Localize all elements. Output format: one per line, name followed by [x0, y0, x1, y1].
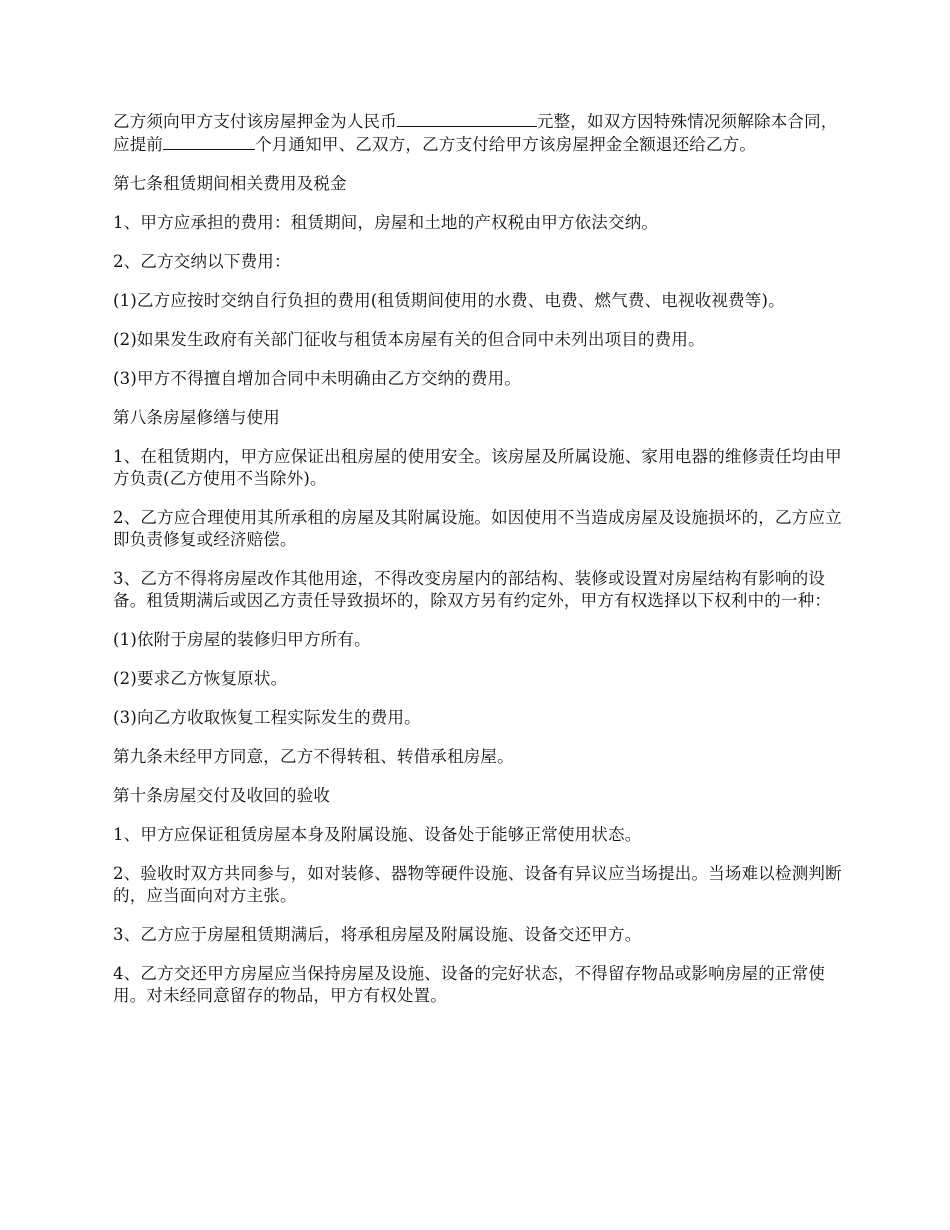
article-7-sub-1: (1)乙方应按时交纳自行负担的费用(租赁期间使用的水费、电费、燃气费、电视收视费等)。: [113, 291, 785, 310]
article-10-title: 第十条房屋交付及收回的验收: [113, 786, 331, 805]
article-8-item-3: 3、乙方不得将房屋改作其他用途，不得改变房屋内的部结构、装修或设置对房屋结构有影响的设备。租赁期满后或因乙方责任导致损坏的，除双方另有约定外，甲方有权选择以下权利中的一种：: [113, 569, 832, 610]
article-8-item-1: 1、在租赁期内，甲方应保证出租房屋的使用安全。该房屋及所属设施、家用电器的维修责任均由甲方负责(乙方使用不当除外)。: [113, 447, 842, 488]
deposit-text-c: 个月通知甲、乙双方，乙方支付给甲方该房屋押金全额退还给乙方。: [255, 135, 757, 154]
article-7-title: 第七条租赁期间相关费用及税金: [113, 174, 347, 193]
months-blank-line: [163, 133, 255, 150]
article-8-sub-1: (1)依附于房屋的装修归甲方所有。: [113, 630, 371, 649]
article-7-sub-3: (3)甲方不得擅自增加合同中未明确由乙方交纳的费用。: [113, 369, 522, 388]
deposit-text-a: 乙方须向甲方支付该房屋押金为人民币: [113, 112, 397, 131]
article-8-title: 第八条房屋修缮与使用: [113, 408, 280, 427]
document-body: [113, 110, 853, 1024]
deposit-text-b: 元整，如双方因特殊情况须解除本合同，应提前: [113, 112, 838, 154]
article-7-item-2: 2、乙方交纳以下费用：: [113, 252, 291, 271]
article-9: 第九条未经甲方同意，乙方不得转租、转借承租房屋。: [113, 747, 514, 766]
article-10-item-3: 3、乙方应于房屋租赁期满后，将承租房屋及附属设施、设备交还甲方。: [113, 925, 642, 944]
amount-blank-line: [397, 110, 537, 127]
article-7-sub-2: (2)如果发生政府有关部门征收与租赁本房屋有关的但合同中未列出项目的费用。: [113, 330, 705, 349]
article-10-item-1: 1、甲方应保证租赁房屋本身及附属设施、设备处于能够正常使用状态。: [113, 825, 642, 844]
article-10-item-4: 4、乙方交还甲方房屋应当保持房屋及设施、设备的完好状态，不得留存物品或影响房屋的正常使用。对未经同意留存的物品，甲方有权处置。: [113, 964, 826, 1005]
article-8-sub-3: (3)向乙方收取恢复工程实际发生的费用。: [113, 708, 421, 727]
deposit-paragraph: [113, 110, 853, 156]
article-8-item-2: 2、乙方应合理使用其所承租的房屋及其附属设施。如因使用不当造成房屋及设施损坏的，乙方应立即负责修复或经济赔偿。: [113, 508, 842, 549]
article-10-item-2: 2、验收时双方共同参与，如对装修、器物等硬件设施、设备有异议应当场提出。当场难以检测判断的，应当面向对方主张。: [113, 864, 842, 905]
article-8-sub-2: (2)要求乙方恢复原状。: [113, 669, 288, 688]
article-7-item-1: 1、甲方应承担的费用：租赁期间，房屋和土地的产权税由甲方依法交纳。: [113, 213, 659, 232]
